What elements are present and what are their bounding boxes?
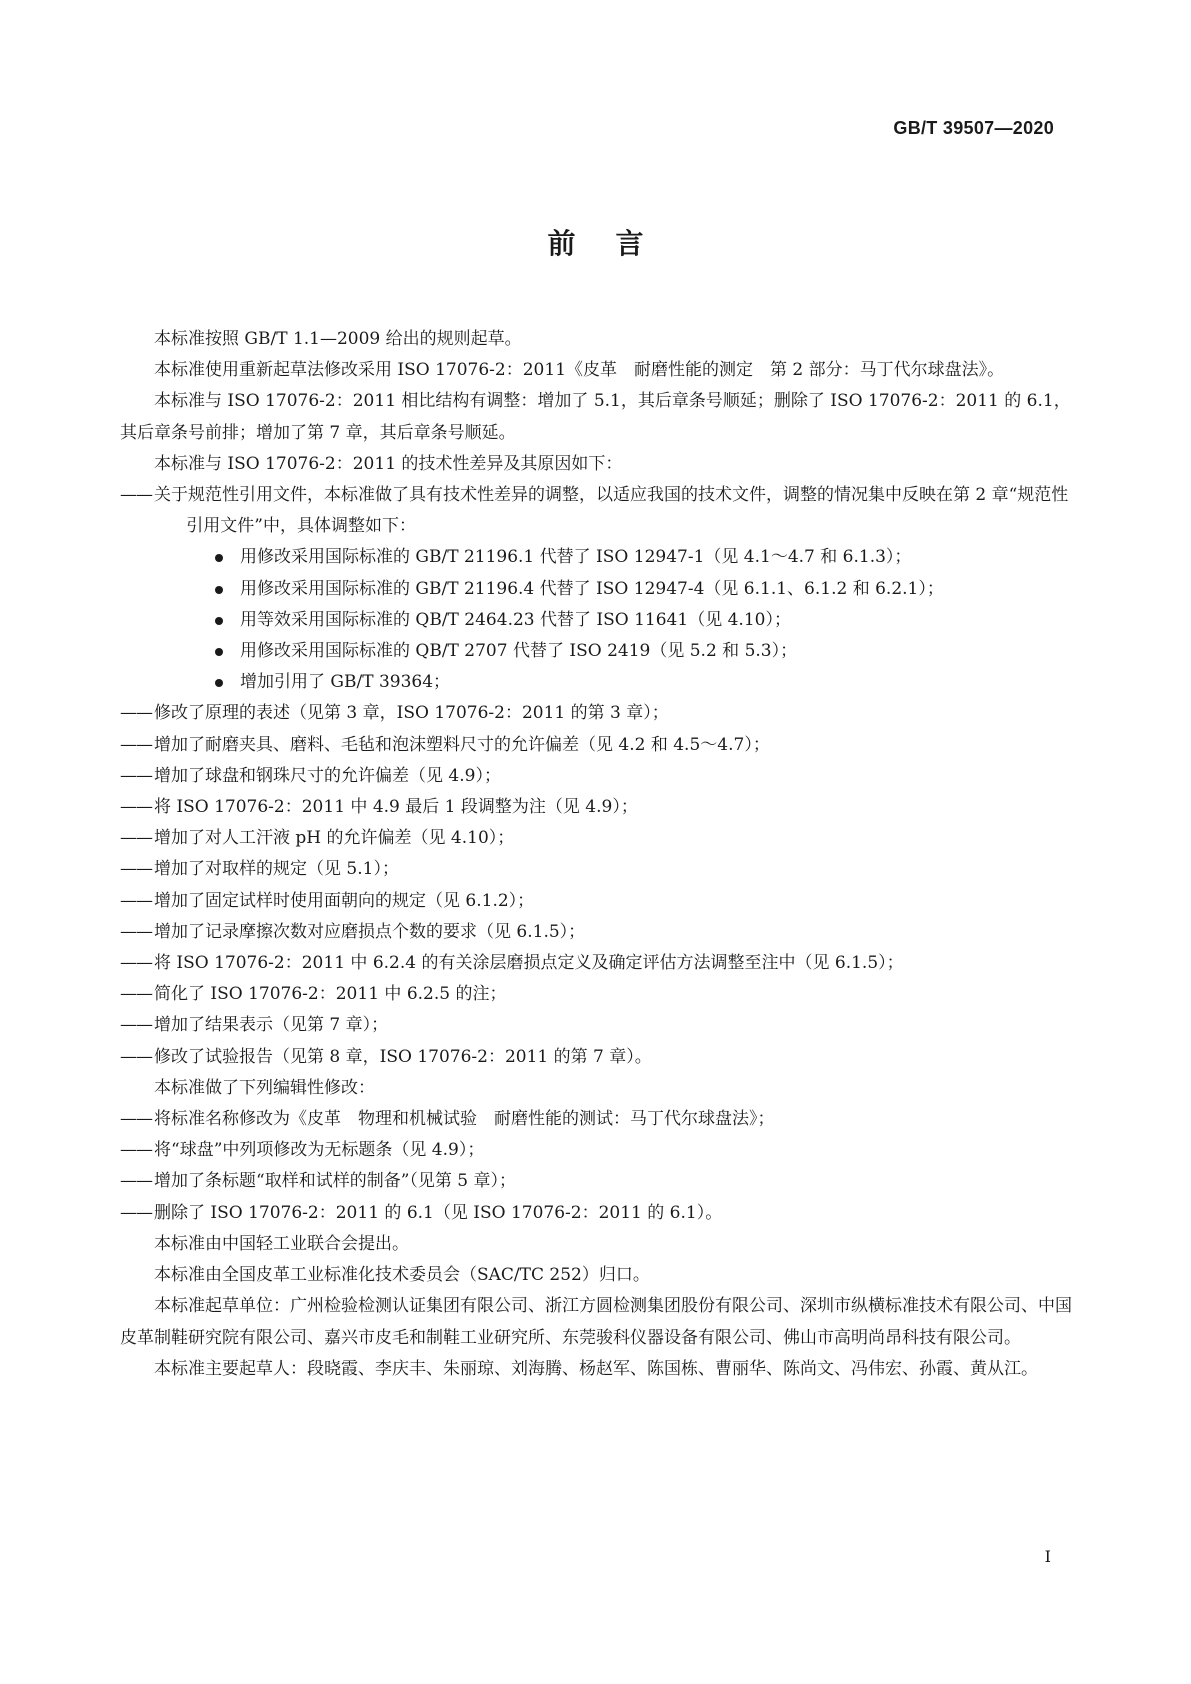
dash-marker (120, 1104, 154, 1135)
list-item: ——将标准名称修改为《皮革 物理和机械试验 耐磨性能的测试：马丁代尔球盘法》； (120, 1104, 1078, 1135)
page-title: 前言 (547, 227, 684, 260)
bullet-item: 增加引用了 GB/T 39364； (120, 667, 1078, 698)
dash-marker (120, 886, 154, 917)
dash-marker (120, 698, 154, 729)
dash-marker (120, 792, 154, 823)
page-number: I (1044, 1547, 1051, 1566)
dash-marker (120, 761, 154, 792)
dash-marker (120, 1135, 154, 1166)
list-item: ——将 ISO 17076-2：2011 中 6.2.4 的有关涂层磨损点定义及确定评估方法调整至注中（见 6.1.5）； (120, 948, 1078, 979)
paragraph: 本标准使用重新起草法修改采用 ISO 17076-2：2011《皮革 耐磨性能的测定 第 2 部分：马丁代尔球盘法》。 (154, 360, 1005, 381)
list-item: ——将 ISO 17076-2：2011 中 4.9 最后 1 段调整为注（见 4.9）； (120, 792, 1078, 823)
list-item: ——简化了 ISO 17076-2：2011 中 6.2.5 的注； (120, 979, 1078, 1010)
paragraph: 本标准与 ISO 17076-2：2011 的技术性差异及其原因如下： (154, 453, 623, 474)
list-item: ——删除了 ISO 17076-2：2011 的 6.1（见 ISO 17076-2：2011 的 6.1）。 (120, 1198, 1078, 1229)
bullet-item: 用修改采用国际标准的 GB/T 21196.1 代替了 ISO 12947-1（见 4.1～4.7 和 6.1.3）； (120, 542, 1078, 573)
paragraph: 本标准由全国皮革工业标准化技术委员会（SAC/TC 252）归口。 (154, 1265, 650, 1286)
dash-marker (120, 1166, 154, 1197)
bullet-dot-icon (215, 617, 223, 625)
paragraph: 本标准主要起草人：段晓霞、李庆丰、朱丽琼、刘海腾、杨赵军、陈国栋、曹丽华、陈尚文、冯伟宏、孙霞、黄从江。 (154, 1358, 1038, 1379)
dash-marker (120, 823, 154, 854)
document-body (120, 324, 1078, 1385)
bullet-item: 用修改采用国际标准的 QB/T 2707 代替了 ISO 2419（见 5.2 和 5.3）； (120, 636, 1078, 667)
list-item: ——修改了试验报告（见第 8 章，ISO 17076-2：2011 的第 7 章）。 (120, 1042, 1078, 1073)
paragraph: 本标准做了下列编辑性修改： (154, 1077, 375, 1098)
list-item: ——增加了结果表示（见第 7 章）； (120, 1010, 1078, 1041)
bullet-dot-icon (215, 586, 223, 594)
list-item: ——将“球盘”中列项修改为无标题条（见 4.9）； (120, 1135, 1078, 1166)
paragraph: 本标准起草单位：广州检验检测认证集团有限公司、浙江方圆检测集团股份有限公司、深圳市纵横标准技术有限公司、中国皮革制鞋研究院有限公司、嘉兴市皮毛和制鞋工业研究所、东莞骏科仪器设备有限公司、佛山市高明尚昂科技有限公司。 (120, 1296, 1072, 1348)
dash-marker (120, 1010, 154, 1041)
dash-marker (120, 1198, 154, 1229)
paragraph: 本标准与 ISO 17076-2：2011 相比结构有调整：增加了 5.1，其后章条号顺延；删除了 ISO 17076-2：2011 的 6.1，其后章条号前排；增加了第 7 章，其后章条号顺延。 (120, 391, 1071, 443)
bullet-dot-icon (215, 648, 223, 656)
bullet-item: 用修改采用国际标准的 GB/T 21196.4 代替了 ISO 12947-4（见 6.1.1、6.1.2 和 6.2.1）； (120, 574, 1078, 605)
standard-code: GB/T 39507—2020 (893, 118, 1054, 138)
list-item: ——增加了耐磨夹具、磨料、毛毡和泡沫塑料尺寸的允许偏差（见 4.2 和 4.5～4.7）； (120, 730, 1078, 761)
dash-marker (120, 854, 154, 885)
list-item: ——增加了条标题“取样和试样的制备”（见第 5 章）； (120, 1166, 1078, 1197)
dash-marker (120, 917, 154, 948)
list-item: ——修改了原理的表述（见第 3 章，ISO 17076-2：2011 的第 3 章）； (120, 698, 1078, 729)
bullet-item: 用等效采用国际标准的 QB/T 2464.23 代替了 ISO 11641（见 4.10）； (120, 605, 1078, 636)
paragraph: 本标准按照 GB/T 1.1—2009 给出的规则起草。 (154, 329, 522, 349)
dash-marker (120, 480, 154, 511)
list-item: ——关于规范性引用文件，本标准做了具有技术性差异的调整，以适应我国的技术文件，调整的情况集中反映在第 2 章“规范性引用文件”中，具体调整如下： (120, 480, 1078, 542)
dash-marker (120, 948, 154, 979)
list-item: ——增加了球盘和钢珠尺寸的允许偏差（见 4.9）； (120, 761, 1078, 792)
paragraph: 本标准由中国轻工业联合会提出。 (154, 1233, 409, 1254)
dash-marker (120, 1042, 154, 1073)
dash-marker (120, 979, 154, 1010)
list-item: ——增加了对人工汗液 pH 的允许偏差（见 4.10）； (120, 823, 1078, 854)
list-item: ——增加了对取样的规定（见 5.1）； (120, 854, 1078, 885)
list-item: ——增加了固定试样时使用面朝向的规定（见 6.1.2）； (120, 886, 1078, 917)
list-item: ——增加了记录摩擦次数对应磨损点个数的要求（见 6.1.5）； (120, 917, 1078, 948)
dash-marker (120, 730, 154, 761)
